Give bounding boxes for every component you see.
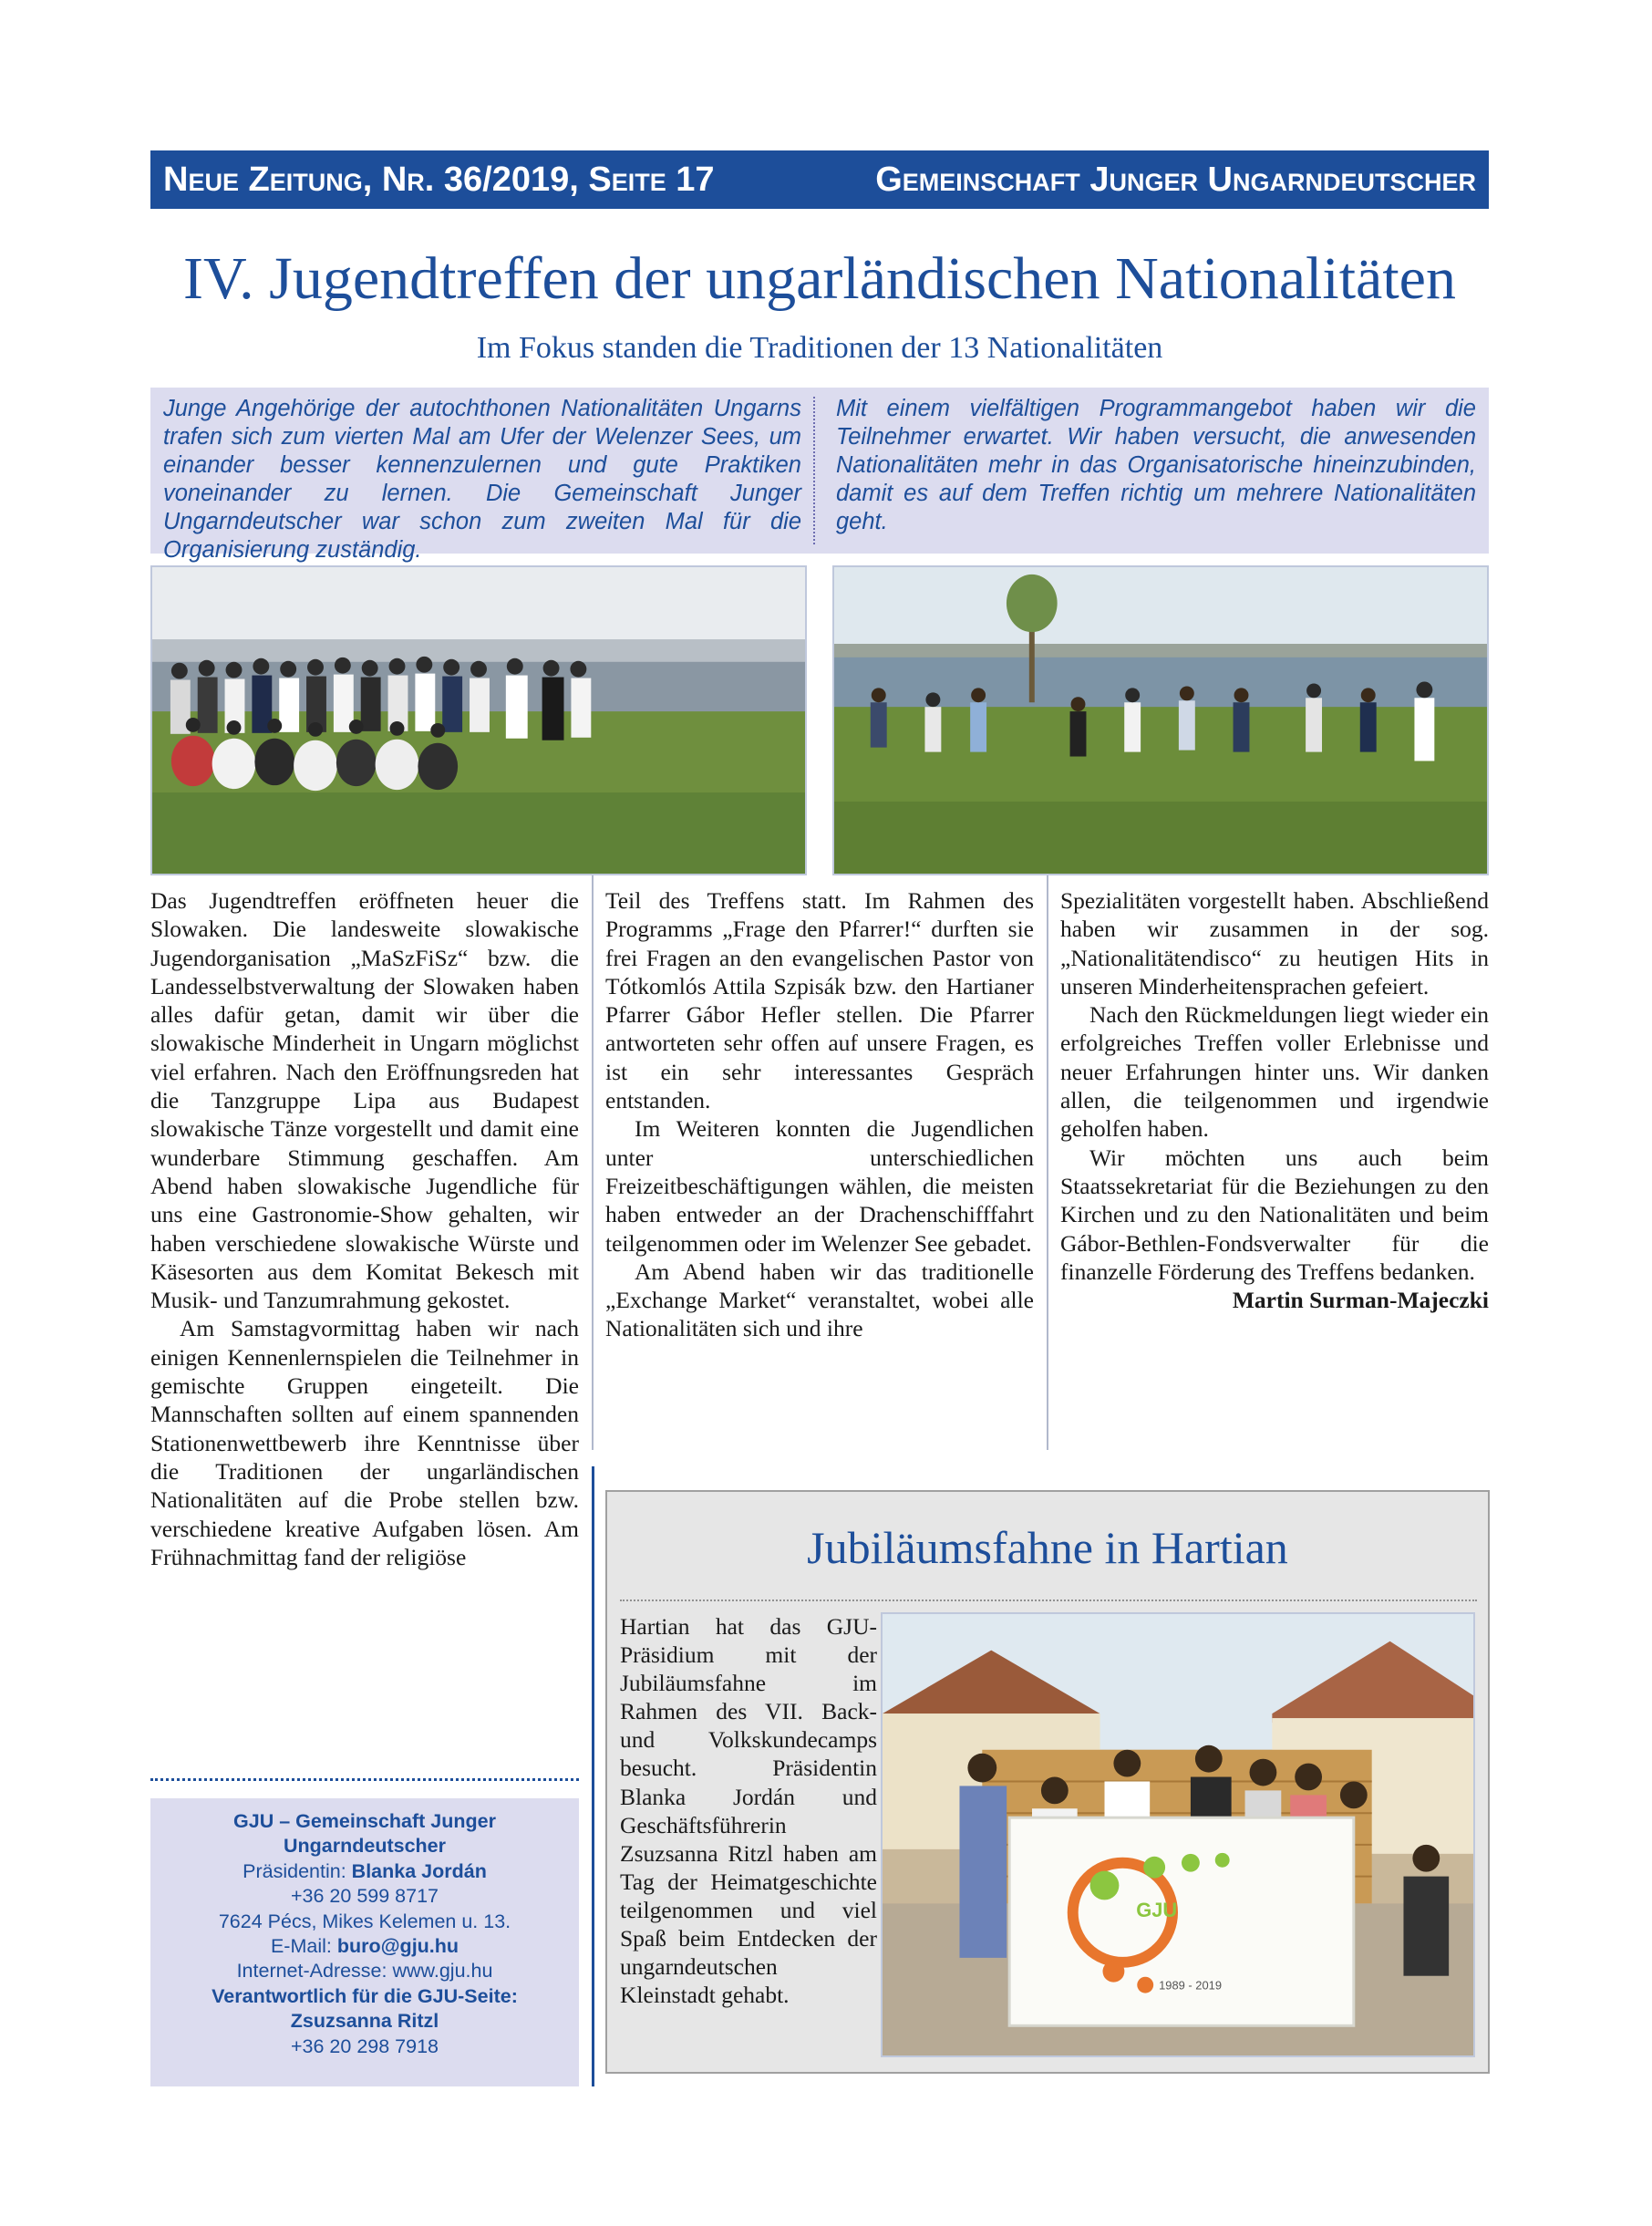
article-subtitle: Im Fokus standen die Traditionen der 13 Nationalitäten — [476, 331, 1163, 365]
article-author: Martin Surman-Majeczki — [1232, 1287, 1489, 1314]
column-divider-blue — [592, 1466, 594, 2086]
responsible-name: Zsuzsanna Ritzl — [290, 2010, 439, 2033]
paragraph: Teil des Treffens statt. Im Rahmen des Programms „Frage den Pfarrer!“ durften sie frei Fragen an den evangelischen Pastor von Tótkomlós Attila Szpisák bzw. den Hartianer Pfarrer Gábor Hefler stellen. Die Pfarrer antworteten sehr offen auf unsere Fragen, es ist ein sehr interessantes Gespräch entstanden. — [605, 887, 1034, 1114]
jubilee-title: Jubiläumsfahne in Hartian — [807, 1522, 1288, 1573]
lead-text-right: Mit einem vielfältigen Programmangebot haben wir die Teilnehmer erwartet. Wir haben versucht, die anwesenden Nationalitäten mehr in das Organisatorische hineinzubinden, damit es auf dem Treffen richtig um mehrere Nationalitäten geht. — [836, 396, 1476, 534]
group-photo-image — [152, 567, 805, 874]
article-column-2 — [605, 886, 1034, 1343]
contact-info-box — [150, 1798, 579, 2086]
email-label: E-Mail: — [270, 1935, 337, 1958]
section-name-label: Gemeinschaft Junger Ungarndeutscher — [875, 160, 1476, 199]
newspaper-issue-label: Neue Zeitung, Nr. 36/2019, Seite 17 — [163, 160, 715, 199]
article-title: IV. Jugendtreffen der ungarländischen Nationalitäten — [183, 245, 1456, 312]
article-column-1 — [150, 886, 579, 1571]
president-name: Blanka Jordán — [351, 1859, 487, 1882]
paragraph: Spezialitäten vorgestellt haben. Abschließend haben wir zusammen in der sog. „Nationalitätendisco“ zu heutigen Hits in unseren Minderheitensprachen gefeiert. — [1060, 887, 1489, 999]
lawn-activity-photo-image — [834, 567, 1487, 874]
paragraph: Am Abend haben wir das traditionelle „Exchange Market“ veranstaltet, wobei alle Nationalitäten sich und ihre — [605, 1258, 1034, 1342]
website-line[interactable]: Internet-Adresse: www.gju.hu — [236, 1960, 493, 1983]
lead-text-left: Junge Angehörige der autochthonen Nationalitäten Ungarns trafen sich zum vierten Mal am Ufer der Welenzer Sees, um einander besser kennenzulernen und gute Praktiken voneinander zu lernen. Die Gemeinschaft Junger Ungarndeutscher war schon zum zweiten Mal für die Organisierung zuständig. — [163, 396, 801, 563]
flag-years-text: 1989 - 2019 — [1159, 1978, 1223, 1993]
jubilee-photo-image — [883, 1614, 1473, 2055]
group-photo — [150, 565, 807, 875]
jubilee-photo — [881, 1612, 1475, 2057]
column-divider — [1047, 875, 1048, 1450]
org-name-line1: GJU – Gemeinschaft Junger — [233, 1810, 496, 1832]
responsible-label: Verantwortlich für die GJU-Seite: — [212, 1984, 518, 2007]
column-divider — [592, 875, 594, 1450]
jubilee-divider — [620, 1600, 1477, 1601]
email-line — [150, 1934, 579, 1959]
lawn-activity-photo — [832, 565, 1489, 875]
jubilee-flag-box — [605, 1490, 1490, 2074]
infobox-divider — [150, 1778, 579, 1781]
postal-address: 7624 Pécs, Mikes Kelemen u. 13. — [218, 1910, 511, 1932]
president-line — [150, 1859, 579, 1884]
email-address[interactable]: buro@gju.hu — [336, 1935, 459, 1958]
lead-box — [150, 388, 1489, 563]
article-column-3 — [1060, 886, 1489, 1314]
president-label: Präsidentin: — [243, 1859, 352, 1882]
paragraph: Das Jugendtreffen eröffneten heuer die Slowaken. Die landesweite slowakische Jugendorganisation „MaSzFiSz“ bzw. die Landesselbstverwaltung der Slowaken haben alles dafür getan, damit wir über die slowakische Minderheit in Ungarn möglichst viel erfahren. Nach den Eröffnungsreden hat die Tanzgruppe Lipa aus Budapest slowakische Tänze vorgestellt und damit eine wunderbare Stimmung geschaffen. Am Abend haben slowakische Jugendliche für uns eine Gastronomie-Show gehalten, wir haben verschiedene slowakische Würste und Käsesorten aus dem Komitat Bekesch mit Musik- und Tanzumrahmung gekostet. — [150, 887, 579, 1314]
paragraph: Nach den Rückmeldungen liegt wieder ein erfolgreiches Treffen voller Erlebnisse und neuer Erfahrungen hinter uns. Wir danken allen, die teilgenommen und irgendwie geholfen haben. — [1060, 1001, 1489, 1143]
paragraph: Wir möchten uns auch beim Staatssekretariat für die Beziehungen zu den Kirchen und zu den Nationalitäten und beim Gábor-Bethlen-Fondsverwalter für die finanzelle Förderung des Treffens bedanken. — [1060, 1144, 1489, 1285]
jubilee-text: Hartian hat das GJU-Präsidium mit der Jubiläumsfahne im Rahmen des VII. Back- und Volkskundecamps besucht. Präsidentin Blanka Jordán und Geschäftsführerin Zsuzsanna Ritzl haben am Tag der Heimatgeschichte teilgenommen und viel Spaß beim Entdecken der ungarndeutschen Kleinstadt gehabt. — [620, 1613, 877, 2009]
org-name-line2: Ungarndeutscher — [283, 1835, 446, 1858]
paragraph: Im Weiteren konnten die Jugendlichen unter unterschiedlichen Freizeitbeschäftigungen wählen, die meisten haben entweder an der Drachenschifffahrt teilgenommen oder im Welenzer See gebadet. — [605, 1115, 1034, 1257]
flag-logo-text: GJU — [1136, 1899, 1178, 1922]
lead-divider — [813, 397, 815, 544]
paragraph: Am Samstagvormittag haben wir nach einigen Kennenlernspielen die Teilnehmer in gemischte Gruppen eingeteilt. Die Mannschaften sollten auf einem spannenden Stationenwettbewerb ihre Kenntnisse über die Traditionen der ungarländischen Nationalitäten auf die Probe stellen bzw. verschiedene kreative Aufgaben lösen. Am Frühnachmittag fand der religiöse — [150, 1315, 579, 1570]
page-header-bar — [150, 150, 1489, 209]
phone-number: +36 20 599 8717 — [290, 1885, 439, 1908]
responsible-phone: +36 20 298 7918 — [290, 2034, 439, 2057]
